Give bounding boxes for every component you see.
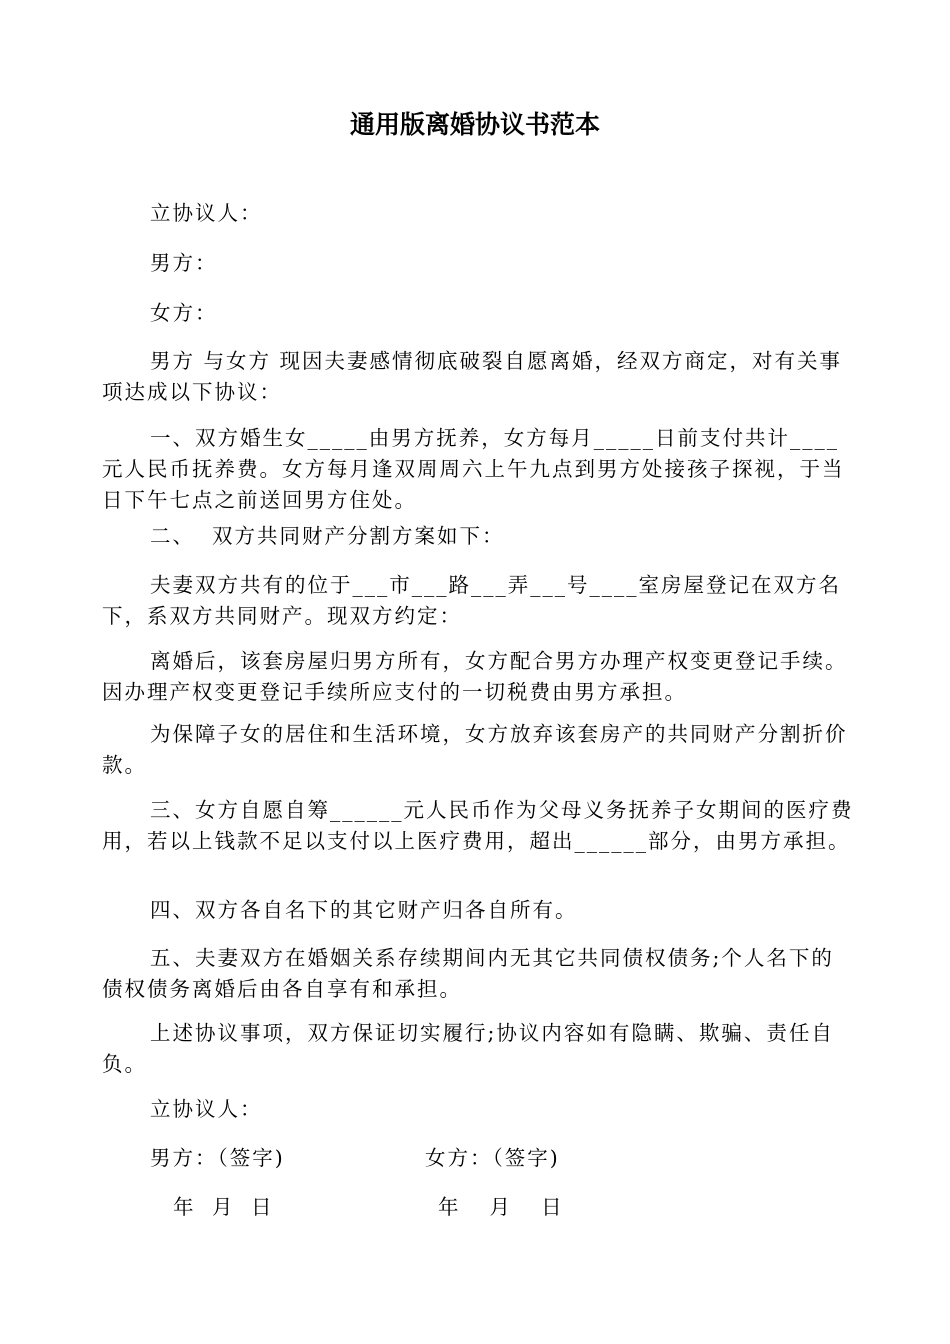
intro-paragraph: 男方 与女方 现因夫妻感情彻底破裂自愿离婚，经双方商定，对有关事项达成以下协议：: [102, 349, 843, 404]
party-header: 立协议人：: [150, 201, 263, 225]
guarantee-paragraph: 上述协议事项，双方保证切实履行;协议内容如有隐瞒、欺骗、责任自负。: [102, 1021, 834, 1076]
clause-3-medical: 三、女方自愿自筹______元人民币作为父母义务抚养子女期间的医疗费用，若以上钱款不足以支付以上医疗费用，超出______部分，由男方承担。: [102, 798, 854, 853]
clause-2-waiver: 为保障子女的居住和生活环境，女方放弃该套房产的共同财产分割折价款。: [102, 722, 848, 777]
clause-2-property: 夫妻双方共有的位于___市___路___弄___号____室房屋登记在双方名下，系双方共同财产。现双方约定：: [102, 573, 841, 628]
male-signature: 男方：（签字): [150, 1146, 285, 1170]
clause-2-after-divorce: 离婚后，该套房屋归男方所有，女方配合男方办理产权变更登记手续。因办理产权变更登记手续所应支付的一切税费由男方承担。: [102, 649, 848, 704]
clause-5-debts: 五、夫妻双方在婚姻关系存续期间内无其它共同债权债务;个人名下的债权债务离婚后由各自享有和承担。: [102, 946, 834, 1001]
document-title: 通用版离婚协议书范本: [349, 110, 600, 139]
male-date: 年 月 日: [173, 1195, 278, 1219]
clause-1-custody: 一、双方婚生女_____由男方抚养，女方每月_____日前支付共计____元人民币抚养费。女方每月逢双周周六上午九点到男方处接孩子探视，于当日下午七点之前送回男方住处。: [102, 426, 845, 512]
signature-header: 立协议人：: [150, 1097, 263, 1121]
male-party-label: 男方：: [150, 251, 218, 275]
female-date: 年 月 日: [438, 1195, 568, 1219]
clause-2-heading: 二、 双方共同财产分割方案如下：: [150, 524, 505, 548]
female-party-label: 女方：: [150, 301, 218, 325]
female-signature: 女方：（签字): [425, 1146, 560, 1170]
clause-4-other-property: 四、双方各自名下的其它财产归各自所有。: [150, 898, 578, 922]
